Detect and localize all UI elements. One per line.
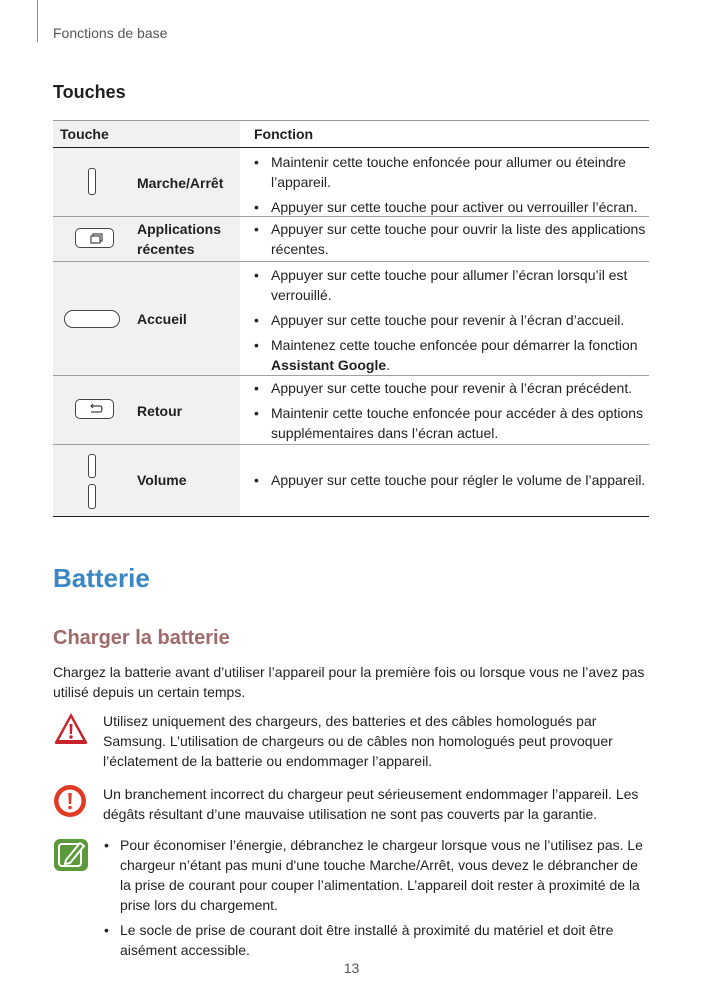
battery-heading: Batterie	[53, 563, 150, 593]
section-title: Touches	[53, 82, 126, 102]
page-number: 13	[343, 960, 360, 976]
key-name: Applications récentes	[137, 221, 222, 257]
table-row-volume	[53, 445, 649, 517]
function-list	[253, 470, 649, 495]
function-item: • Appuyer sur cette touche pour revenir à l’écran d’accueil.	[254, 312, 625, 328]
function-item: • Appuyer sur cette touche pour activer ou verrouiller l’écran.	[254, 199, 638, 215]
function-item: • Appuyer sur cette touche pour revenir à l’écran précédent.	[254, 380, 633, 396]
note-list	[103, 835, 649, 965]
running-head: Fonctions de base	[53, 25, 168, 41]
table-row-back	[53, 376, 649, 445]
function-item: • Appuyer sur cette touche pour allumer l’écran lorsqu’il est verrouillé.	[254, 267, 628, 303]
note-item: • Pour économiser l’énergie, débranchez le chargeur lorsque vous ne l’utilisez pas. Le chargeur n’étant pas muni d'une touche Marche/Arrêt, vous devez le débrancher de la prise de courant pour couper l’alimentation. L’appareil doit rester à proximité de la prise lors du chargement.	[104, 837, 643, 913]
intro-paragraph: Chargez la batterie avant d’utiliser l’appareil pour la première fois ou lorsque vous ne l’avez pas utilisé depuis un certain temps.	[53, 664, 645, 700]
warning-text: Utilisez uniquement des chargeurs, des batteries et des câbles homologués par Samsung. L’utilisation de chargeurs ou de câbles non homologués peut provoquer l’éclatement de la batterie ou endommager l’appareil.	[103, 713, 613, 769]
function-item: • Appuyer sur cette touche pour ouvrir la liste des applications récentes.	[254, 221, 646, 257]
function-list	[253, 265, 649, 380]
table-row-recent-apps	[53, 217, 649, 262]
charging-subheading: Charger la batterie	[53, 627, 230, 649]
function-item: • Maintenir cette touche enfoncée pour accéder à des options supplémentaires dans l’écran actuel.	[254, 405, 644, 441]
function-list	[253, 378, 649, 448]
caution-text: Un branchement incorrect du chargeur peut sérieusement endommager l’appareil. Les dégâts résultant d’une mauvaise utilisation ne sont pas couverts par la garantie.	[103, 786, 639, 822]
home-key-icon	[64, 310, 120, 328]
column-header-key: Touche	[60, 126, 109, 142]
warning-triangle-icon	[53, 711, 89, 745]
function-item: • Maintenir cette touche enfoncée pour allumer ou éteindre l’appareil.	[254, 154, 626, 190]
key-name: Accueil	[137, 311, 187, 327]
table-header-row	[53, 120, 649, 148]
function-item: • Appuyer sur cette touche pour régler le volume de l’appareil.	[254, 472, 646, 488]
volume-up-key-icon	[88, 454, 96, 478]
power-key-icon	[88, 168, 96, 195]
table-row-power	[53, 148, 649, 217]
key-name: Retour	[137, 403, 183, 419]
key-name: Marche/Arrêt	[137, 175, 224, 191]
note-item: • Le socle de prise de courant doit être installé à proximité du matériel et doit être aisément accessible.	[104, 922, 614, 958]
column-header-function: Fonction	[254, 126, 314, 142]
back-key-icon	[75, 399, 114, 419]
function-item: • Maintenez cette touche enfoncée pour démarrer la fonction Assistant Google.	[254, 337, 638, 373]
keys-table	[53, 120, 649, 517]
function-list	[253, 152, 649, 222]
function-list	[253, 219, 649, 264]
note-pencil-icon	[53, 838, 89, 872]
caution-exclamation-icon	[53, 784, 87, 818]
table-row-home	[53, 262, 649, 376]
recent-apps-key-icon	[75, 228, 114, 248]
volume-down-key-icon	[88, 484, 96, 509]
page-margin-rule	[37, 0, 38, 42]
key-name: Volume	[137, 472, 187, 488]
